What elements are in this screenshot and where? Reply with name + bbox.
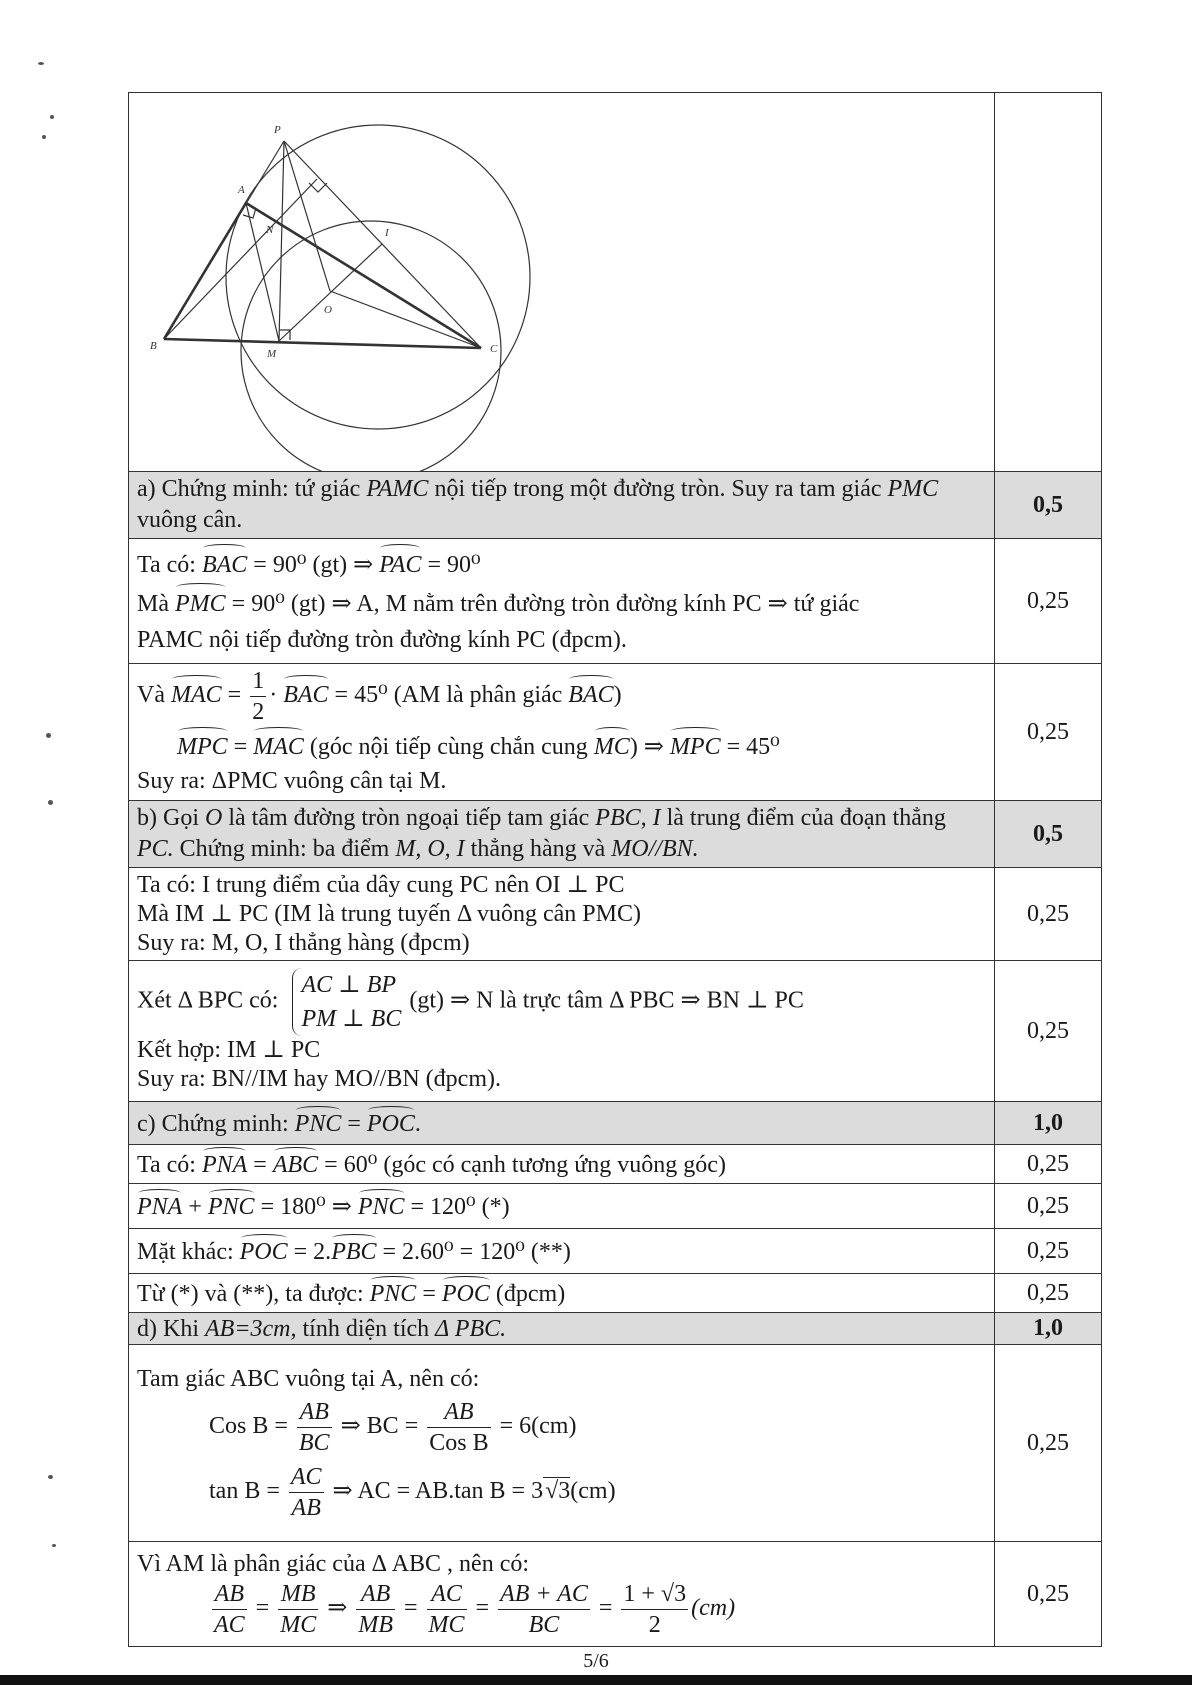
math-text: + <box>182 1194 208 1220</box>
label-p: P <box>274 124 281 136</box>
angle-poc: POC <box>442 1276 490 1310</box>
step-score: 0,25 <box>995 664 1102 801</box>
step-content <box>129 1345 995 1542</box>
angle-abc: ABC <box>273 1147 318 1181</box>
math-text: = <box>341 1111 367 1137</box>
text: Từ (*) và (**), ta được: <box>137 1281 370 1307</box>
fraction <box>427 1579 467 1640</box>
label-b: B <box>150 340 157 352</box>
math-text: = 120⁰ (*) <box>404 1194 510 1220</box>
step-content <box>129 868 995 961</box>
angle-poc: POC <box>240 1234 288 1268</box>
part-c-step-2 <box>129 1184 1102 1229</box>
text: tính diện tích <box>296 1315 436 1342</box>
step-score: 0,25 <box>995 1229 1102 1274</box>
denominator: AC <box>214 1611 245 1638</box>
denominator: 2 <box>252 699 265 725</box>
step-score: 0,25 <box>995 1542 1102 1647</box>
part-c-header <box>129 1102 1102 1145</box>
angle-bac: BAC <box>568 675 613 712</box>
numerator: AC <box>427 1579 467 1610</box>
part-c-step-3 <box>129 1229 1102 1274</box>
line: Tam giác ABC vuông tại A, nên có: <box>137 1366 480 1392</box>
math-text: = 90⁰ <box>421 552 481 578</box>
math-text: = 90⁰ (gt) ⇒ <box>247 552 380 578</box>
numerator: AB + AC <box>498 1579 590 1610</box>
figure-cell <box>129 93 995 472</box>
part-c-step-1 <box>129 1145 1102 1184</box>
math-text: PBC, I <box>595 805 661 831</box>
math-text: MO//BN. <box>611 836 699 862</box>
line <box>137 727 986 764</box>
segment-po <box>284 141 330 291</box>
step-content <box>129 1145 995 1184</box>
math-text: PAMC <box>366 476 429 502</box>
part-a-header <box>129 472 1102 539</box>
part-b-step-1 <box>129 868 1102 961</box>
step-content <box>129 664 995 801</box>
line: Suy ra: BN//IM hay MO//BN (đpcm). <box>137 1066 501 1092</box>
system-line: PM ⊥ BC <box>301 1006 402 1032</box>
text: d) Khi <box>137 1315 205 1342</box>
numerator: AB <box>212 1579 247 1610</box>
fraction <box>212 1579 247 1640</box>
text: Mặt khác: <box>137 1239 240 1265</box>
text: . <box>414 1111 421 1137</box>
line <box>137 968 986 1036</box>
numerator: 1 + √3 <box>621 1579 688 1610</box>
math-text: · <box>269 682 284 709</box>
part-c-question <box>129 1102 995 1145</box>
fraction <box>621 1579 688 1640</box>
math-text: PC. <box>137 836 174 862</box>
line: $\frac{AB}{AC}$ = $\frac{MB}{MC}$ ⇒ $\frac{AB}{MB}$ = $\frac{AC}{MC}$ = $\frac{AB + AC}{BC}$ = $\frac{1 + √3}{2}$ (cm) <box>214 1580 736 1638</box>
part-d-header <box>129 1313 1102 1345</box>
equation-system <box>292 968 401 1036</box>
angle-mpc: MPC <box>177 727 228 764</box>
line: Suy ra: ΔPMC vuông cân tại M. <box>137 768 447 794</box>
line <box>137 583 986 622</box>
angle-pnc: PNC <box>370 1276 417 1310</box>
scan-speck <box>42 135 46 139</box>
square-root: √3 <box>545 1478 571 1505</box>
math-text: Δ PBC. <box>435 1315 507 1342</box>
math-text: (cm) <box>691 1594 736 1621</box>
part-a-question <box>129 472 995 539</box>
numerator: AB <box>297 1397 332 1428</box>
line <box>137 1397 986 1458</box>
denominator: MB <box>358 1611 393 1638</box>
step-content <box>129 961 995 1102</box>
part-b-header <box>129 801 1102 868</box>
step-score: 0,25 <box>995 1274 1102 1313</box>
numerator: AB <box>427 1397 490 1428</box>
math-text: PMC <box>887 476 939 502</box>
text: (gt) ⇒ N là trực tâm Δ PBC ⇒ BN ⊥ PC <box>409 987 804 1014</box>
figure-score-cell <box>995 93 1102 472</box>
label-i: I <box>385 227 389 239</box>
step-score: 0,25 <box>995 868 1102 961</box>
angle-mac: MAC <box>253 727 304 764</box>
denominator: BC <box>528 1611 560 1638</box>
part-d-score: 1,0 <box>995 1313 1102 1345</box>
fraction <box>278 1579 318 1640</box>
math-text: = 6(cm) <box>493 1413 577 1440</box>
part-b-question <box>129 801 995 868</box>
right-angle-mark <box>243 208 256 218</box>
part-b-score: 0,5 <box>995 801 1102 868</box>
label-m: M <box>267 348 277 360</box>
part-a-step-2 <box>129 664 1102 801</box>
math-text: = <box>221 682 248 709</box>
math-text: = <box>416 1281 442 1307</box>
angle-bac: BAC <box>202 544 247 583</box>
denominator: Cos B <box>429 1430 489 1456</box>
scan-speck <box>38 62 44 65</box>
line: Ta có: I trung điểm của dây cung PC nên OI ⊥ PC <box>137 871 625 898</box>
math-text: Cos B = <box>209 1413 294 1440</box>
text: Ta có: <box>137 1152 202 1178</box>
text: (đpcm) <box>489 1281 566 1307</box>
scan-speck <box>46 733 51 738</box>
line <box>137 1462 986 1523</box>
line: Vì AM là phân giác của Δ ABC , nên có: <box>137 1550 530 1577</box>
line <box>137 544 986 583</box>
text: = 90⁰ (gt) ⇒ A, M nằm trên đường tròn đường kính PC ⇒ tứ giác <box>225 591 860 617</box>
line: Suy ra: M, O, I thẳng hàng (đpcm) <box>137 929 470 956</box>
system-line: AC ⊥ BP <box>301 972 397 998</box>
segment-mi <box>279 244 382 341</box>
angle-pac: PAC <box>379 544 421 583</box>
denominator: BC <box>298 1430 330 1456</box>
line: Mà IM ⊥ PC (IM là trung tuyến Δ vuông cân PMC) <box>137 900 641 927</box>
text: là tâm đường tròn ngoại tiếp tam giác <box>222 805 596 831</box>
math-text: = <box>227 734 254 760</box>
step-content <box>129 1542 995 1647</box>
fraction <box>297 1397 332 1458</box>
step-score: 0,25 <box>995 1145 1102 1184</box>
segment-bn <box>164 179 317 339</box>
page-number: 5/6 <box>583 1650 609 1672</box>
angle-poc: POC <box>367 1106 415 1140</box>
math-text: = 2. <box>287 1239 332 1265</box>
math-text: M, O, I <box>395 836 465 862</box>
math-text: = 45⁰ <box>720 734 780 760</box>
fraction <box>356 1579 395 1640</box>
angle-mpc: MPC <box>670 727 721 764</box>
part-a-step-1 <box>129 539 1102 664</box>
step-content <box>129 1184 995 1229</box>
part-d-step-1 <box>129 1345 1102 1542</box>
label-o: O <box>324 304 332 316</box>
part-c-step-4 <box>129 1274 1102 1313</box>
angle-pmc: PMC <box>175 583 226 622</box>
math-text: ⇒ AC = AB.tan B = 3 <box>326 1478 544 1505</box>
segment-bc <box>164 339 481 348</box>
part-c-score: 1,0 <box>995 1102 1102 1145</box>
text: c) Chứng minh: <box>137 1111 295 1137</box>
text: Ta có: <box>137 552 202 578</box>
step-content <box>129 1229 995 1274</box>
scan-speck <box>52 1544 56 1547</box>
math-text: = <box>247 1152 273 1178</box>
fraction <box>250 666 266 727</box>
text: nội tiếp trong một đường tròn. Suy ra tam giác <box>428 476 888 502</box>
angle-pbc: PBC <box>331 1234 376 1268</box>
text: Xét Δ BPC có: <box>137 987 285 1014</box>
text: là trung điểm của đoạn thẳng <box>660 805 946 831</box>
text: = 45⁰ (AM là phân giác <box>328 682 569 709</box>
math-text: ) ⇒ <box>629 734 670 760</box>
step-score: 0,25 <box>995 539 1102 664</box>
angle-bac: BAC <box>283 675 328 712</box>
angle-pnc: PNC <box>208 1189 255 1223</box>
text: = 60⁰ (góc có cạnh tương ứng vuông góc) <box>318 1152 726 1178</box>
text: Và <box>137 682 171 709</box>
angle-pna: PNA <box>137 1189 182 1223</box>
numerator: 1 <box>250 666 266 697</box>
circle-pbc <box>226 125 530 429</box>
text: vuông cân. <box>137 507 243 533</box>
figure-row <box>129 93 1102 472</box>
text: a) Chứng minh: tứ giác <box>137 476 367 502</box>
part-a-score: 0,5 <box>995 472 1102 539</box>
arc-mc: MC <box>594 727 630 764</box>
label-a: A <box>238 184 245 196</box>
math-text: tan B = <box>209 1478 286 1505</box>
segment-oc <box>330 291 481 348</box>
denominator: AB <box>291 1495 321 1521</box>
numerator: AB <box>356 1579 395 1610</box>
text: Mà <box>137 591 175 617</box>
text: Chứng minh: ba điểm <box>173 836 396 862</box>
math-text: = 2.60⁰ = 120⁰ (**) <box>376 1239 571 1265</box>
scan-speck <box>50 115 54 119</box>
segment-pm <box>279 141 284 341</box>
math-text: (cm) <box>570 1478 616 1505</box>
label-c: C <box>490 343 498 355</box>
scan-speck <box>48 1475 53 1479</box>
scan-edge <box>0 1675 1192 1685</box>
geometry-figure <box>129 93 999 471</box>
step-score: 0,25 <box>995 961 1102 1102</box>
scan-speck <box>48 800 53 805</box>
fraction <box>289 1462 324 1523</box>
numerator: MB <box>278 1579 318 1610</box>
step-score: 0,25 <box>995 1184 1102 1229</box>
text: (góc nội tiếp cùng chắn cung <box>303 734 594 760</box>
text: thẳng hàng và <box>464 836 612 862</box>
line <box>137 666 986 727</box>
step-score: 0,25 <box>995 1345 1102 1542</box>
part-d-step-2 <box>129 1542 1102 1647</box>
fraction <box>498 1579 590 1640</box>
line: PAMC nội tiếp đường tròn đường kính PC (đpcm). <box>137 627 627 653</box>
angle-pnc: PNC <box>295 1106 342 1140</box>
step-content <box>129 1274 995 1313</box>
fraction <box>427 1397 490 1458</box>
angle-pna: PNA <box>202 1147 247 1181</box>
math-text: = 180⁰ ⇒ <box>254 1194 358 1220</box>
text: b) Gọi <box>137 805 205 831</box>
text: ) <box>613 682 622 709</box>
part-d-question <box>129 1313 995 1345</box>
angle-pnc: PNC <box>358 1189 405 1223</box>
angle-mac: MAC <box>171 675 222 712</box>
segment-bp <box>164 141 284 339</box>
math-text: ⇒ BC = <box>334 1413 425 1440</box>
math-text: O <box>205 805 223 831</box>
step-content <box>129 539 995 664</box>
denominator: MC <box>428 1611 465 1638</box>
line: Kết hợp: IM ⊥ PC <box>137 1037 321 1063</box>
numerator: AC <box>289 1462 324 1493</box>
part-b-step-2 <box>129 961 1102 1102</box>
denominator: 2 <box>648 1611 661 1638</box>
solution-table <box>128 92 1102 1647</box>
label-n: N <box>266 224 274 236</box>
math-text: AB=3cm, <box>205 1315 297 1342</box>
denominator: MC <box>280 1611 317 1638</box>
